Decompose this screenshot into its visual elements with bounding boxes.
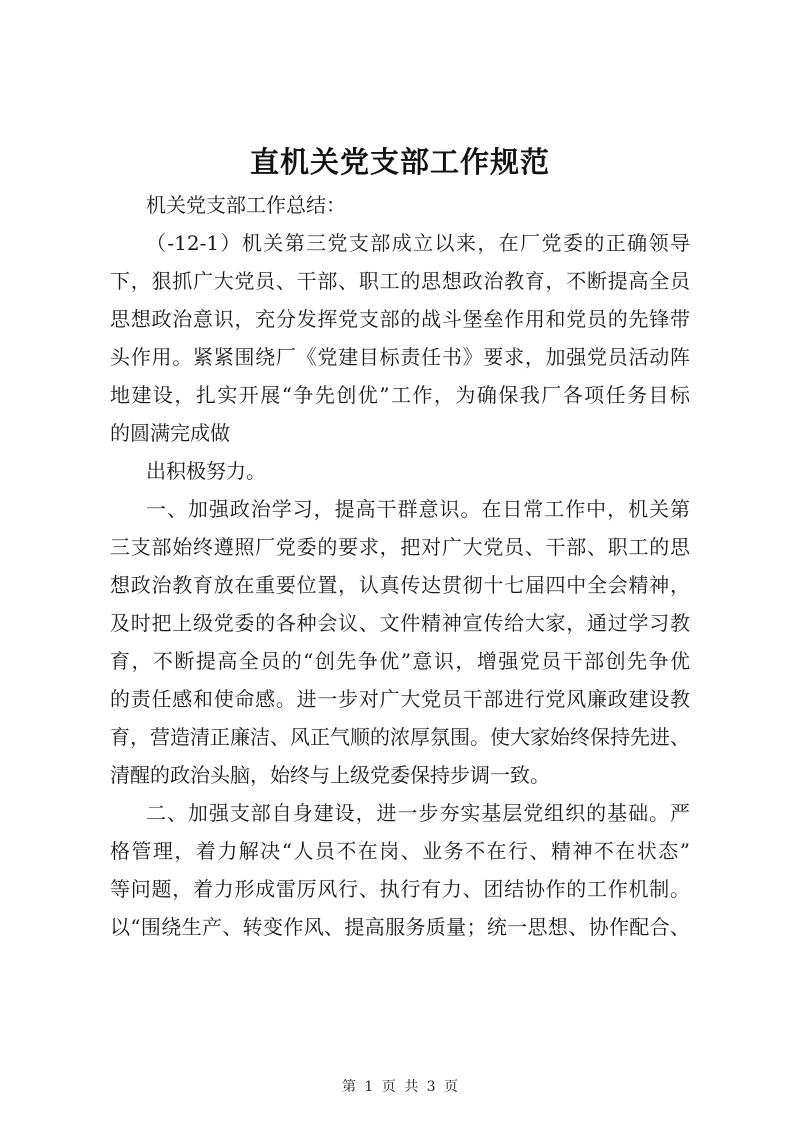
text-line: 等问题，着力形成雷厉风行、执行有力、团结协作的工作机制。 [110, 877, 690, 901]
text-line: 地建设，扎实开展“争先创优”工作，为确保我厂各项任务目标 [110, 383, 690, 407]
text-line: 的责任感和使命感。进一步对广大党员干部进行党风廉政建设教 [110, 687, 690, 711]
text-line-salutation: 机关党支部工作总结： [146, 193, 346, 217]
page-number-footer: 第 1 页 共 3 页 [341, 1079, 459, 1095]
text-line: 的圆满完成做 [110, 421, 230, 445]
text-line: 想政治教育放在重要位置，认真传达贯彻十七届四中全会精神， [110, 573, 690, 597]
text-line: 清醒的政治头脑，始终与上级党委保持步调一致。 [110, 763, 550, 787]
text-line: 出积极努力。 [146, 459, 266, 483]
text-line: 一、加强政治学习，提高干群意识。在日常工作中，机关第 [146, 497, 690, 521]
text-line: 格管理，着力解决“人员不在岗、业务不在行、精神不在状态” [110, 839, 690, 863]
text-line: 以“围绕生产、转变作风、提高服务质量；统一思想、协作配合、 [110, 915, 690, 939]
text-line: 头作用。紧紧围绕厂《党建目标责任书》要求，加强党员活动阵 [110, 345, 690, 369]
text-line: 三支部始终遵照厂党委的要求，把对广大党员、干部、职工的思 [110, 535, 690, 559]
document-body [110, 186, 690, 946]
document-title: 直机关党支部工作规范 [249, 145, 550, 179]
text-line: 下，狠抓广大党员、干部、职工的思想政治教育，不断提高全员 [110, 269, 690, 293]
text-line: 二、加强支部自身建设，进一步夯实基层党组织的基础。严 [146, 801, 690, 825]
text-line: （-12-1）机关第三党支部成立以来，在厂党委的正确领导 [146, 231, 690, 255]
text-line: 思想政治意识，充分发挥党支部的战斗堡垒作用和党员的先锋带 [110, 307, 690, 331]
text-line: 及时把上级党委的各种会议、文件精神宣传给大家，通过学习教 [110, 611, 690, 635]
text-line: 育，营造清正廉洁、风正气顺的浓厚氛围。使大家始终保持先进、 [110, 725, 690, 749]
text-line: 育，不断提高全员的“创先争优”意识，增强党员干部创先争优 [110, 649, 690, 673]
